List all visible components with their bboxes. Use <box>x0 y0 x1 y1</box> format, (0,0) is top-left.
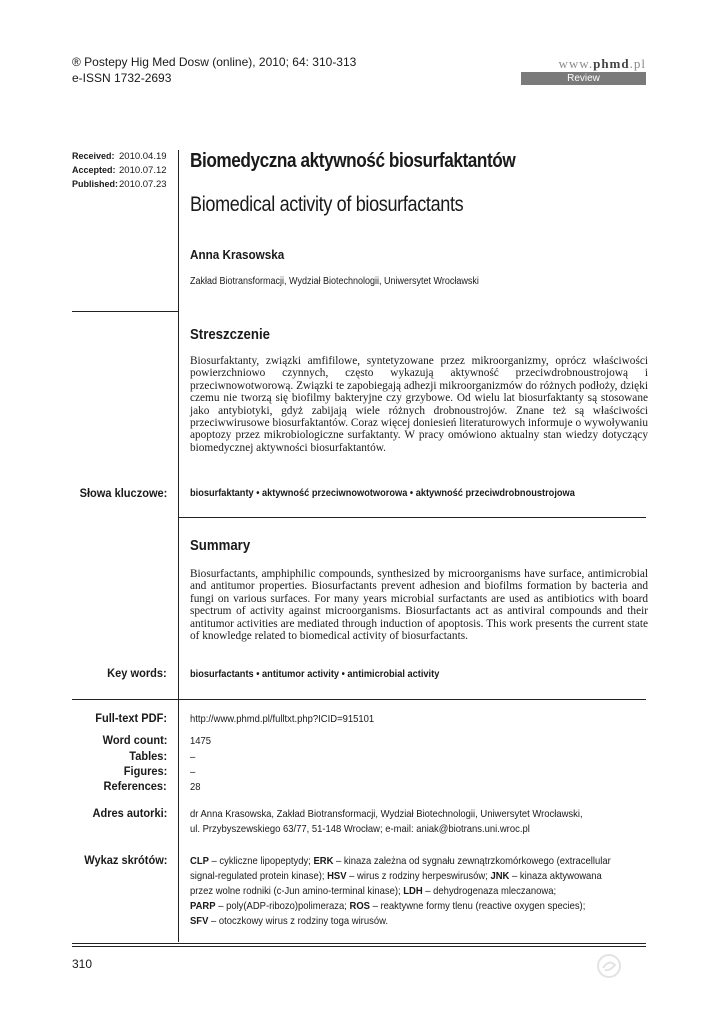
slowa-kluczowe-label: Słowa kluczowe: <box>79 486 167 500</box>
author-name: Anna Krasowska <box>190 247 285 262</box>
page-number: 310 <box>72 957 93 971</box>
fulltext-label: Full-text PDF: <box>95 711 167 725</box>
summary-text: Biosurfactants, amphiphilic compounds, synthesized by microorganisms have surface, antimicrobial and antitumor properties. Biosurfactants prevent adhesion and biofilms formation by bacteria and fungi on various surfaces. For many years microbial surfactants are used as antibiotics with board spectrum of activity against microorganisms. Biosurfactants act as antiviral compounds and their antitumor activities are mediated through induction of apoptosis. This work presents the current state of knowledge related to biomedical activity of biosurfactants. <box>190 568 648 643</box>
address-line-1: dr Anna Krasowska, Zakład Biotransformacji, Wydział Biotechnologii, Uniwersytet Wrocławski, <box>190 808 583 820</box>
abbrev-line: signal-regulated protein kinase); HSV – wirus z rodziny herpeswirusów; JNK – kinaza aktywowana <box>190 870 602 882</box>
issn: e-ISSN 1732-2693 <box>72 71 172 85</box>
slowa-kluczowe: biosurfaktanty • aktywność przeciwnowotworowa • aktywność przeciwdrobnoustrojowa <box>190 487 575 499</box>
fulltext-link[interactable]: http://www.phmd.pl/fulltxt.php?ICID=915101 <box>190 713 375 725</box>
accepted-label: Accepted: <box>72 165 116 175</box>
references-label: References: <box>103 779 167 793</box>
streszczenie-heading: Streszczenie <box>190 326 270 343</box>
site-prefix: www. <box>558 56 594 71</box>
journal-citation: ® Postepy Hig Med Dosw (online), 2010; 64: 310-313 <box>72 55 357 69</box>
streszczenie-text: Biosurfaktanty, związki amfifilowe, syntetyzowane przez mikroorganizmy, oprócz właściwości powierzchniowo czynnych, często wykazują aktywność przeciwdrobnoustrojową i przeciwnowotworową. Związki te zapobiegają adhezji mikroorganizmów do różnych podłoży, dzięki czemu nie tworzą się biofilmy bakteryjne czy grzybowe. Od wielu lat biosurfaktanty są stosowane jako antybiotyki, gdyż zabijają wiele różnych drobnoustrojów. Znane też są właściwości przeciwwirusowe biosurfaktantów. Coraz więcej doniesień literaturowych informuje o wywoływaniu apoptozy przez mikrobiologiczne surfaktanty. W pracy omówiono aktualny stan wiedzy dotyczący biomedycznej aktywności biosurfaktantów. <box>190 355 648 454</box>
article-type-badge: Review <box>521 72 646 85</box>
abbreviations-list <box>190 854 611 929</box>
site-bold: phmd <box>593 56 630 71</box>
divider-summary <box>178 517 646 518</box>
accepted-date: 2010.07.12 <box>119 165 167 176</box>
key-words: biosurfactants • antitumor activity • antimicrobial activity <box>190 668 440 680</box>
received-label: Received: <box>72 151 115 161</box>
footer-rule <box>72 943 646 944</box>
author-affiliation: Zakład Biotransformacji, Wydział Biotechnologii, Uniwersytet Wrocławski <box>190 276 479 287</box>
summary-heading: Summary <box>190 537 251 554</box>
tables-label: Tables: <box>129 749 167 763</box>
published-date: 2010.07.23 <box>119 179 167 190</box>
abbreviations-label: Wykaz skrótów: <box>83 853 167 867</box>
title-polish: Biomedyczna aktywność biosurfaktantów <box>190 150 516 172</box>
journal-website-link[interactable] <box>559 56 646 72</box>
divider-meta <box>72 311 178 312</box>
title-english: Biomedical activity of biosurfactants <box>190 193 464 216</box>
abbrev-line: PARP – poly(ADP-ribozo)polimeraza; ROS – reaktywne formy tlenu (reactive oxygen species); <box>190 900 586 912</box>
divider-info <box>72 699 646 700</box>
figures-label: Figures: <box>123 764 167 778</box>
footer-rule-secondary <box>72 946 646 947</box>
received-date: 2010.04.19 <box>119 151 167 162</box>
site-suffix: .pl <box>629 56 646 71</box>
key-words-label: Key words: <box>107 666 167 680</box>
journal-logo-icon <box>596 953 622 979</box>
wordcount-label: Word count: <box>102 733 167 747</box>
references-value: 28 <box>190 781 201 793</box>
wordcount-value: 1475 <box>190 735 212 747</box>
tables-value: – <box>190 751 196 763</box>
abbrev-line: CLP – cykliczne lipopeptydy; ERK – kinaza zależna od sygnału zewnątrzkomórkowego (extracellular <box>190 855 611 867</box>
figures-value: – <box>190 766 196 778</box>
abbrev-line: SFV – otoczkowy wirus z rodziny toga wirusów. <box>190 915 388 927</box>
address-label: Adres autorki: <box>92 806 167 820</box>
published-label: Published: <box>72 179 119 189</box>
vertical-divider <box>178 150 179 942</box>
address-line-2: ul. Przybyszewskiego 63/77, 51-148 Wrocław; e-mail: aniak@biotrans.uni.wroc.pl <box>190 823 530 835</box>
abbrev-line: przez wolne rodniki (c-Jun amino-terminal kinase); LDH – dehydrogenaza mleczanowa; <box>190 885 557 897</box>
